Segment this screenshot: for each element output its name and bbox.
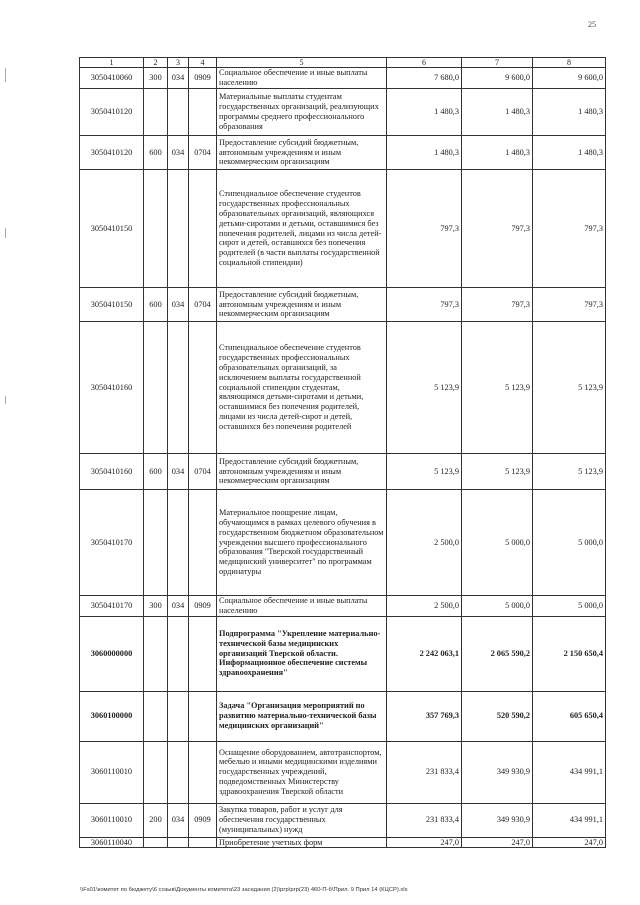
cell-csr: 3050410150 bbox=[80, 288, 144, 322]
cell-v1: 797,3 bbox=[387, 288, 462, 322]
cell-rz: 034 bbox=[168, 68, 189, 89]
cell-csr: 3050410120 bbox=[80, 89, 144, 136]
cell-v1: 357 769,3 bbox=[387, 691, 462, 741]
column-header: 7 bbox=[462, 58, 533, 68]
cell-v2: 2 065 590,2 bbox=[462, 616, 533, 691]
table-row bbox=[80, 288, 606, 322]
table-row bbox=[80, 89, 606, 136]
table-row bbox=[80, 454, 606, 490]
cell-v1: 1 480,3 bbox=[387, 89, 462, 136]
cell-pr bbox=[189, 741, 217, 803]
cell-pr bbox=[189, 616, 217, 691]
table-row bbox=[80, 691, 606, 741]
cell-v2: 1 480,3 bbox=[462, 89, 533, 136]
cell-name: Материальное поощрение лицам, обучающимся в рамках целевого обучения в государственном бюджетном образовательном учреждении высшего профессионального образования "Тверской государственный медицинский университет" по программам ординатуры bbox=[217, 490, 387, 596]
table-row bbox=[80, 68, 606, 89]
cell-v1: 231 833,4 bbox=[387, 803, 462, 837]
cell-v1: 2 242 063,1 bbox=[387, 616, 462, 691]
cell-rz bbox=[168, 741, 189, 803]
cell-pr bbox=[189, 89, 217, 136]
cell-rz bbox=[168, 322, 189, 454]
cell-csr: 3050410160 bbox=[80, 322, 144, 454]
cell-csr: 3060110010 bbox=[80, 803, 144, 837]
cell-name: Задача "Организация мероприятий по развитию материально-технической базы медицинских организаций" bbox=[217, 691, 387, 741]
cell-v3: 247,0 bbox=[533, 837, 606, 848]
cell-v3: 434 991,1 bbox=[533, 803, 606, 837]
cell-vr bbox=[144, 691, 168, 741]
cell-vr bbox=[144, 837, 168, 848]
cell-v3: 5 123,9 bbox=[533, 454, 606, 490]
cell-v3: 5 000,0 bbox=[533, 596, 606, 617]
column-header: 3 bbox=[168, 58, 189, 68]
cell-name: Закупка товаров, работ и услуг для обеспечения государственных (муниципальных) нужд bbox=[217, 803, 387, 837]
table-row bbox=[80, 136, 606, 170]
cell-v2: 349 930,9 bbox=[462, 803, 533, 837]
column-header: 5 bbox=[217, 58, 387, 68]
cell-csr: 3050410060 bbox=[80, 68, 144, 89]
column-header: 2 bbox=[144, 58, 168, 68]
cell-rz bbox=[168, 616, 189, 691]
cell-v3: 605 650,4 bbox=[533, 691, 606, 741]
cell-v2: 5 000,0 bbox=[462, 596, 533, 617]
cell-v3: 1 480,3 bbox=[533, 136, 606, 170]
margin-mark bbox=[5, 228, 6, 238]
cell-csr: 3050410170 bbox=[80, 490, 144, 596]
cell-v3: 797,3 bbox=[533, 288, 606, 322]
budget-table bbox=[79, 57, 606, 848]
column-header: 8 bbox=[533, 58, 606, 68]
cell-csr: 3060000000 bbox=[80, 616, 144, 691]
cell-name: Приобретение учетных форм bbox=[217, 837, 387, 848]
table-row bbox=[80, 741, 606, 803]
cell-pr bbox=[189, 322, 217, 454]
cell-v1: 7 680,0 bbox=[387, 68, 462, 89]
cell-pr bbox=[189, 691, 217, 741]
cell-vr bbox=[144, 616, 168, 691]
cell-vr bbox=[144, 741, 168, 803]
cell-vr: 600 bbox=[144, 136, 168, 170]
cell-vr: 300 bbox=[144, 596, 168, 617]
column-header: 4 bbox=[189, 58, 217, 68]
column-header: 6 bbox=[387, 58, 462, 68]
table-row bbox=[80, 170, 606, 288]
cell-csr: 3050410160 bbox=[80, 454, 144, 490]
cell-v2: 797,3 bbox=[462, 170, 533, 288]
cell-csr: 3050410150 bbox=[80, 170, 144, 288]
table-row bbox=[80, 596, 606, 617]
cell-rz: 034 bbox=[168, 596, 189, 617]
cell-vr bbox=[144, 170, 168, 288]
cell-rz: 034 bbox=[168, 454, 189, 490]
cell-pr: 0704 bbox=[189, 136, 217, 170]
cell-v3: 2 150 650,4 bbox=[533, 616, 606, 691]
cell-rz: 034 bbox=[168, 288, 189, 322]
cell-v3: 9 600,0 bbox=[533, 68, 606, 89]
cell-name: Материальные выплаты студентам государственных организаций, реализующих программы среднего профессионального образования bbox=[217, 89, 387, 136]
cell-v2: 797,3 bbox=[462, 288, 533, 322]
cell-csr: 3050410170 bbox=[80, 596, 144, 617]
cell-pr: 0704 bbox=[189, 288, 217, 322]
cell-v3: 434 991,1 bbox=[533, 741, 606, 803]
cell-name: Оснащение оборудованием, автотранспортом, мебелью и иными медицинскими изделиями государственных учреждений, подведомственных Министерству здравоохранения Тверской области bbox=[217, 741, 387, 803]
cell-csr: 3060100000 bbox=[80, 691, 144, 741]
table-header-row bbox=[80, 58, 606, 68]
cell-v2: 247,0 bbox=[462, 837, 533, 848]
cell-rz bbox=[168, 490, 189, 596]
cell-v1: 5 123,9 bbox=[387, 454, 462, 490]
margin-mark bbox=[5, 396, 6, 404]
cell-vr: 600 bbox=[144, 454, 168, 490]
cell-v2: 5 123,9 bbox=[462, 322, 533, 454]
cell-name: Стипендиальное обеспечение студентов государственных профессиональных образовательных организаций, являющихся детьми-сиротами и детьми, оставшимися без попечения родителей, лицами из числа детей-сирот и детей, оставшихся без попечения родителей (в части выплаты государственной социальной стипендии) bbox=[217, 170, 387, 288]
margin-mark bbox=[5, 68, 6, 82]
table-row bbox=[80, 490, 606, 596]
cell-pr: 0909 bbox=[189, 803, 217, 837]
cell-rz bbox=[168, 837, 189, 848]
page-number: 25 bbox=[588, 20, 596, 29]
cell-v3: 797,3 bbox=[533, 170, 606, 288]
cell-v1: 247,0 bbox=[387, 837, 462, 848]
cell-v2: 9 600,0 bbox=[462, 68, 533, 89]
cell-v3: 5 123,9 bbox=[533, 322, 606, 454]
cell-v2: 5 000,0 bbox=[462, 490, 533, 596]
cell-rz: 034 bbox=[168, 136, 189, 170]
cell-rz: 034 bbox=[168, 803, 189, 837]
cell-v2: 1 480,3 bbox=[462, 136, 533, 170]
cell-pr bbox=[189, 837, 217, 848]
cell-vr: 200 bbox=[144, 803, 168, 837]
cell-name: Стипендиальное обеспечение студентов государственных профессиональных образовательных организаций, за исключением выплаты государственной социальной стипендии студентам, являющимся детьми-сиротами и детьми, оставшимися без попечения родителей, лицами из числа детей-сирот и детей, оставшихся без попечения родителей bbox=[217, 322, 387, 454]
cell-name: Подпрограмма "Укрепление материально-технической базы медицинских организаций Тверской области. Информационное обеспечение системы здравоохранения" bbox=[217, 616, 387, 691]
cell-v2: 5 123,9 bbox=[462, 454, 533, 490]
cell-rz bbox=[168, 691, 189, 741]
table-row bbox=[80, 322, 606, 454]
cell-v1: 5 123,9 bbox=[387, 322, 462, 454]
file-path-footer: \\Fs01\комитет по бюджету\6 созыв\Документы комитета\23 заседания (2)\ргр\ргр(23) 460-П-б\Прил. 9 Прил 14 (КЦСР).xls bbox=[80, 887, 408, 893]
cell-pr bbox=[189, 170, 217, 288]
cell-pr: 0909 bbox=[189, 596, 217, 617]
cell-csr: 3060110040 bbox=[80, 837, 144, 848]
table-row bbox=[80, 837, 606, 848]
cell-vr: 600 bbox=[144, 288, 168, 322]
table-row bbox=[80, 616, 606, 691]
cell-v1: 2 500,0 bbox=[387, 596, 462, 617]
cell-pr: 0909 bbox=[189, 68, 217, 89]
cell-v3: 1 480,3 bbox=[533, 89, 606, 136]
cell-pr bbox=[189, 490, 217, 596]
cell-vr bbox=[144, 89, 168, 136]
cell-name: Предоставление субсидий бюджетным, автономным учреждениям и иным некоммерческим организациям bbox=[217, 288, 387, 322]
cell-v2: 349 930,9 bbox=[462, 741, 533, 803]
cell-csr: 3050410120 bbox=[80, 136, 144, 170]
cell-name: Предоставление субсидий бюджетным, автономным учреждениям и иным некоммерческим организациям bbox=[217, 454, 387, 490]
table-row bbox=[80, 803, 606, 837]
cell-vr bbox=[144, 490, 168, 596]
cell-rz bbox=[168, 170, 189, 288]
cell-name: Социальное обеспечение и иные выплаты населению bbox=[217, 596, 387, 617]
cell-v2: 520 590,2 bbox=[462, 691, 533, 741]
cell-pr: 0704 bbox=[189, 454, 217, 490]
cell-v1: 2 500,0 bbox=[387, 490, 462, 596]
cell-rz bbox=[168, 89, 189, 136]
cell-v1: 797,3 bbox=[387, 170, 462, 288]
cell-v3: 5 000,0 bbox=[533, 490, 606, 596]
cell-v1: 1 480,3 bbox=[387, 136, 462, 170]
cell-vr bbox=[144, 322, 168, 454]
cell-csr: 3060110010 bbox=[80, 741, 144, 803]
cell-v1: 231 833,4 bbox=[387, 741, 462, 803]
cell-vr: 300 bbox=[144, 68, 168, 89]
cell-name: Предоставление субсидий бюджетным, автономным учреждениям и иным некоммерческим организациям bbox=[217, 136, 387, 170]
column-header: 1 bbox=[80, 58, 144, 68]
cell-name: Социальное обеспечение и иные выплаты населению bbox=[217, 68, 387, 89]
